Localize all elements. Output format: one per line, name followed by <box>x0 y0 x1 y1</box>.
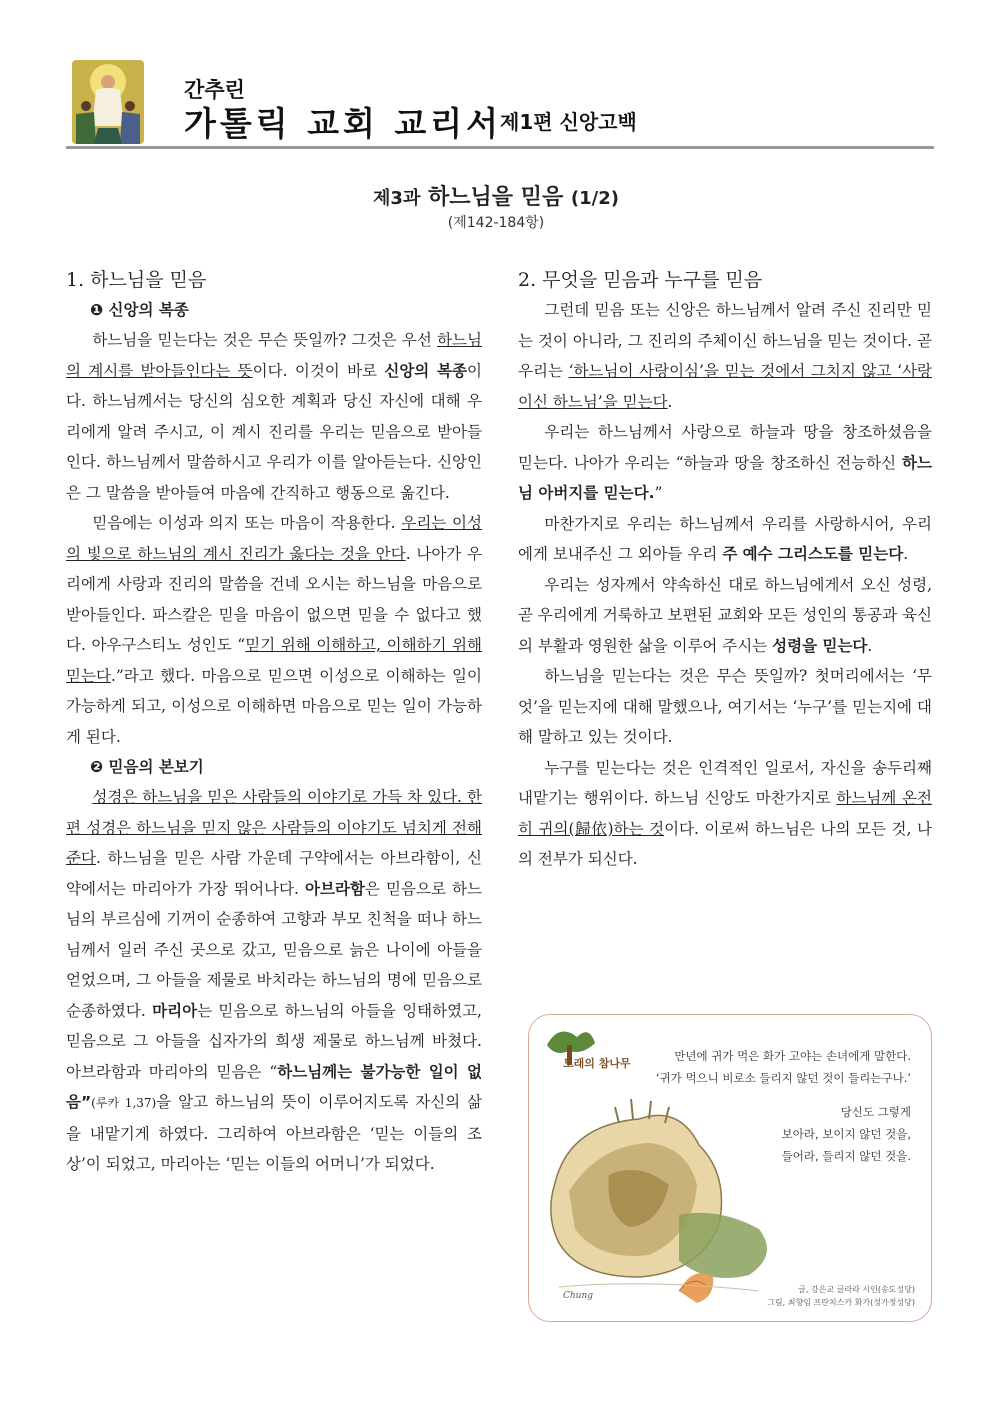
paragraph: 믿음에는 이성과 의지 또는 마음이 작용한다. 우리는 이성의 빛으로 하느님의 계시 진리가 옳다는 것을 안다. 나아가 우리에게 사랑과 진리의 말씀을 건네 오시는 하느님을 마음으로 받아들인다. 파스칼은 믿을 마음이 없으면 믿을 수 없다고 했다. 아우구스티노 성인도 “믿기 위해 이해하고, 이해하기 위해 믿는다.”라고 했다. 마음으로 믿으면 이성으로 이해하는 일이 가능하게 되고, 이성으로 이해하면 마음으로 믿는 일이 가능하게 된다. <box>66 514 482 746</box>
paragraph: 하느님을 믿는다는 것은 무슨 뜻일까? 그것은 우선 하느님의 계시를 받아들인다는 뜻이다. 이것이 바로 신앙의 복종이다. 하느님께서는 당신의 심오한 계획과 당신 자신에 대해 우리에게 알려 주시고, 이 계시 진리를 우리는 믿음으로 받아들인다. 하느님께서 말씀하시고 우리가 이를 알아듣는다. 신앙인은 그 말씀을 받아들여 마음에 간직하고 행동으로 옮긴다. <box>66 331 482 502</box>
sections-reference: (제142-184항) <box>447 215 545 231</box>
header-divider <box>66 146 934 149</box>
part-title: 제1편 신앙고백 <box>500 110 637 134</box>
left-column <box>66 265 482 1180</box>
header <box>72 60 934 150</box>
artist-signature: Chung <box>563 1291 594 1301</box>
right-column <box>518 265 932 875</box>
tree-logo-text: 모래의 참나무 <box>563 1057 631 1070</box>
series-label: 간추린 <box>184 78 245 102</box>
main-title: 가톨릭 교회 교리서 <box>184 104 503 143</box>
lesson-name: 하느님을 믿음 <box>428 185 564 210</box>
paragraph: 성경은 하느님을 믿은 사람들의 이야기로 가득 차 있다. 한편 성경은 하느님을 믿지 않은 사람들의 이야기도 넘치게 전해 준다. 하느님을 믿은 사람 가운데 구약에서는 아브라함이, 신약에서는 마리아가 가장 뛰어나다. 아브라함은 믿음으로 하느님의 부르심에 기꺼이 순종하여 고향과 부모 친척을 떠나 하느님께서 일러 주신 곳으로 갔고, 믿음으로 늙은 나이에 아들을 얻었으며, 그 아들을 제물로 바치라는 하느님의 명에 믿음으로 순종하였다. 마리아는 믿음으로 하느님의 아들을 잉태하였고, 믿음으로 그 아들을 십자가의 희생 제물로 하느님께 바쳤다. 아브라함과 마리아의 믿음은 “하느님께는 불가능한 일이 없음”(루카 1,37)을 알고 하느님의 뜻이 이루어지도록 자신의 삶을 내맡기게 하였다. 그리하여 아브라함은 ‘믿는 이들의 조상’이 되었고, 마리아는 ‘믿는 이들의 어머니’가 되었다. <box>66 788 482 1173</box>
subheading-examples: ❷ 믿음의 본보기 <box>90 758 204 776</box>
paragraph: 누구를 믿는다는 것은 인격적인 일로서, 자신을 송두리째 내맡기는 행위이다. 하느님 신앙도 마찬가지로 하느님께 온전히 귀의(歸依)하는 것이다. 이로써 하느님은 나의 모든 것, 나의 전부가 되신다. <box>518 758 933 868</box>
lesson-part: (1/2) <box>570 188 619 209</box>
poem-card <box>528 1014 932 1322</box>
lesson-prefix: 제3과 <box>373 188 421 209</box>
jesus-icon <box>72 60 144 144</box>
paragraph: 하느님을 믿는다는 것은 무슨 뜻일까? 첫머리에서는 ‘무엇’을 믿는지에 대해 말했으나, 여기서는 ‘누구’를 믿는지에 대해 말하고 있는 것이다. <box>518 667 932 746</box>
paragraph: 우리는 성자께서 약속하신 대로 하느님에게서 오신 성령, 곧 우리에게 거룩하고 보편된 교회와 모든 성인의 통공과 육신의 부활과 영원한 삶을 이루어 주시는 성령을 믿는다. <box>518 575 932 655</box>
paragraph: 마찬가지로 우리는 하느님께서 우리를 사랑하시어, 우리에게 보내주신 그 외아들 우리 주 예수 그리스도를 믿는다. <box>518 514 932 563</box>
section-heading-1: 1. 하느님을 믿음 <box>66 269 207 291</box>
paragraph: 우리는 하느님께서 사랑으로 하늘과 땅을 창조하셨음을 믿는다. 나아가 우리는 “하늘과 땅을 창조하신 전능하신 하느님 아버지를 믿는다.” <box>518 423 932 502</box>
poem-text: 만년에 귀가 먹은 화가 고야는 손녀에게 말한다. ‘귀가 먹으니 비로소 들리지 않던 것이 들리는구나.’ 당신도 그렇게 보아라, 보이지 않던 것을, 들어라, 들리지 않던 것을. <box>655 1049 911 1163</box>
subheading-obedience: ❶ 신앙의 복종 <box>90 301 189 319</box>
section-heading-2: 2. 무엇을 믿음과 누구를 믿음 <box>518 269 763 291</box>
paragraph: 그런데 믿음 또는 신앙은 하느님께서 알려 주신 진리만 믿는 것이 아니라, 그 진리의 주체이신 하느님을 믿는 것이다. 곧 우리는 ‘하느님이 사랑이심’을 믿는 것에서 그치지 않고 ‘사랑이신 하느님’을 믿는다. <box>518 301 932 411</box>
lesson-title <box>0 180 992 211</box>
credits: 글, 강은교 글라라 시인(송도성당) 그림, 최향임 프란치스카 화가(성가정성당) <box>767 1285 915 1307</box>
